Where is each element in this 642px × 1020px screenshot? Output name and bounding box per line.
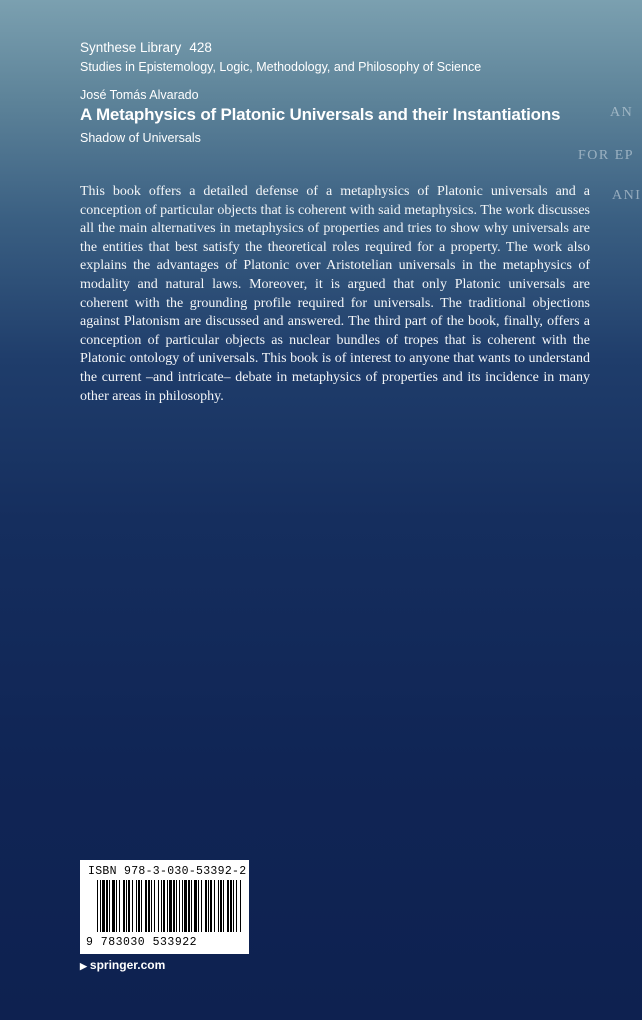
barcode-bar — [141, 880, 142, 932]
series-subtitle: Studies in Epistemology, Logic, Methodology, and Philosophy of Science — [80, 60, 482, 74]
barcode-bar — [227, 880, 229, 932]
book-subtitle: Shadow of Universals — [80, 131, 201, 145]
barcode-bar — [151, 880, 152, 932]
barcode-bar — [100, 880, 101, 932]
barcode-bar — [161, 880, 162, 932]
spine-fragment-2: FOR EP — [578, 148, 635, 163]
book-blurb: This book offers a detailed defense of a metaphysics of Platonic universals and a conception of particular objects that is coherent with said metaphysics. The work discusses all the main alternatives in metaphysics of properties and tries to show why universals are the entities that best satisfy the theoretical roles required for a property. The work also explains the advantages of Platonic over Aristotelian universals in the metaphysics of modality and natural laws. Moreover, it is argued that only Platonic universals are coherent with the grounding profile required for universals. The traditional objections against Platonism are discussed and answered. The third part of the book, finally, offers a conception of particular objects as nuclear bundles of tropes that is coherent with the Platonic ontology of universals. This book is of interest to anyone that wants to understand the current –and intricate– debate in metaphysics of properties and its incidence in many other areas in philosophy. — [80, 184, 590, 404]
barcode-bar — [191, 880, 192, 932]
barcode-bar — [102, 880, 105, 932]
barcode-bar — [145, 880, 147, 932]
publisher-url: springer.com — [89, 958, 166, 972]
barcode-bar — [154, 880, 155, 932]
barcode-bar — [128, 880, 130, 932]
series-name: Synthese Library — [80, 40, 182, 55]
publisher-link[interactable] — [80, 958, 165, 972]
barcode-bar — [136, 880, 137, 932]
barcode-bar — [198, 880, 199, 932]
isbn-barcode — [80, 860, 249, 954]
barcode-bar — [158, 880, 159, 932]
barcode-bar — [194, 880, 197, 932]
barcode-bar — [126, 880, 127, 932]
barcode-bar — [132, 880, 133, 932]
barcode-bar — [167, 880, 168, 932]
arrow-right-icon: ▶ — [80, 961, 87, 971]
barcode-bar — [210, 880, 212, 932]
barcode-bar — [182, 880, 183, 932]
barcode-bar — [214, 880, 215, 932]
barcode-bar — [123, 880, 125, 932]
spine-fragment-3: ANI — [612, 188, 642, 203]
barcode-bar — [179, 880, 180, 932]
barcode-bar — [205, 880, 207, 932]
barcode-bar — [223, 880, 224, 932]
series-number: 428 — [189, 40, 212, 55]
barcode-bar — [233, 880, 234, 932]
barcode-bar — [176, 880, 177, 932]
barcode-bar — [119, 880, 120, 932]
barcode-bar — [112, 880, 115, 932]
barcode-bar — [208, 880, 209, 932]
book-title: A Metaphysics of Platonic Universals and their Instantiations — [80, 105, 561, 124]
spine-fragment-1: AN — [610, 105, 634, 120]
barcode-bar — [230, 880, 232, 932]
barcode-bar — [201, 880, 202, 932]
ean-digits: 9 783030 533922 — [86, 936, 198, 949]
barcode-bar — [116, 880, 117, 932]
barcode-bar — [169, 880, 172, 932]
barcode-bar — [236, 880, 237, 932]
barcode-bar — [148, 880, 150, 932]
barcode-bar — [109, 880, 110, 932]
barcode-bar — [173, 880, 175, 932]
barcode-bar — [184, 880, 187, 932]
barcode-bar — [218, 880, 219, 932]
barcode-bar — [240, 880, 241, 932]
barcode-bar — [138, 880, 140, 932]
author-name: José Tomás Alvarado — [80, 88, 199, 102]
barcode-bar — [106, 880, 108, 932]
barcode-bar — [97, 880, 98, 932]
barcode-bar — [188, 880, 190, 932]
barcode-bar — [163, 880, 165, 932]
isbn-label: ISBN 978-3-030-53392-2 — [88, 865, 247, 878]
series-info — [80, 38, 481, 77]
barcode-bars — [97, 880, 243, 932]
barcode-bar — [220, 880, 222, 932]
